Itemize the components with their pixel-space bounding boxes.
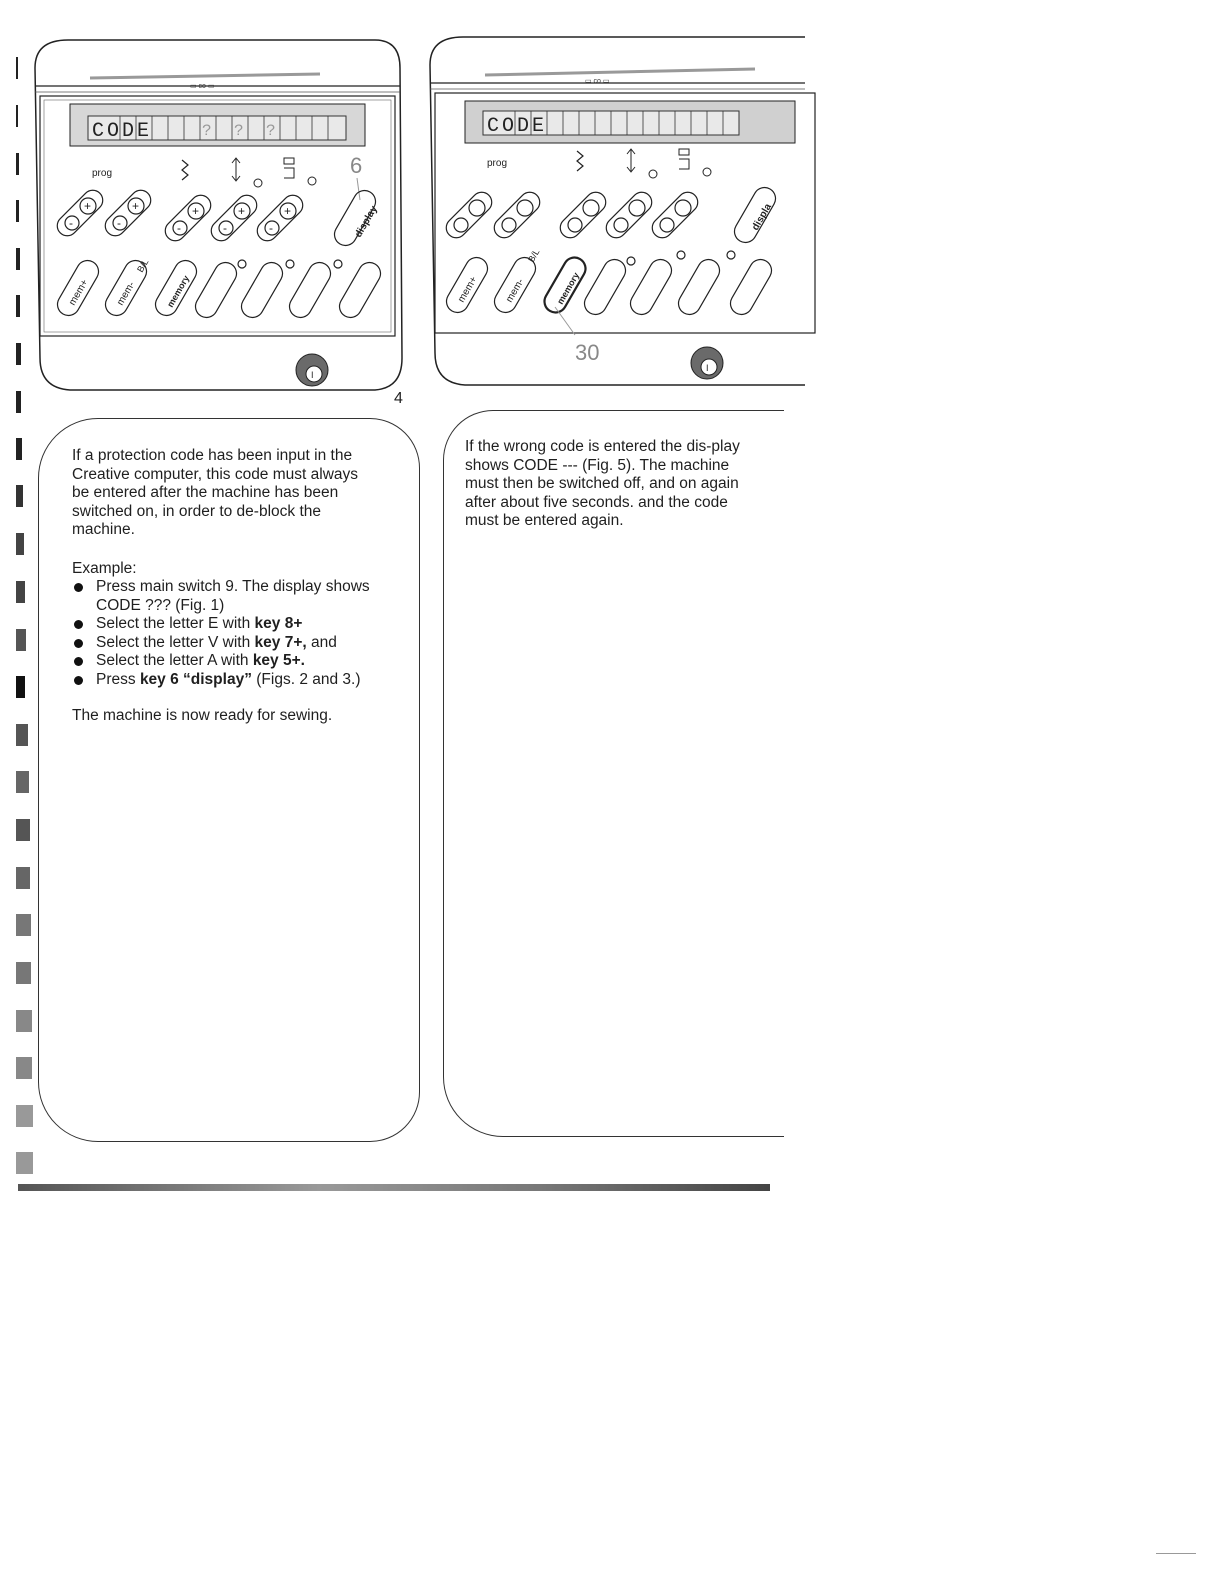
svg-text:?: ?	[202, 122, 212, 140]
svg-text:▭ co ▭: ▭ co ▭	[190, 83, 215, 90]
svg-text:-: -	[223, 221, 227, 235]
svg-text:+: +	[132, 199, 140, 213]
bl-label-right: B/L	[526, 247, 542, 264]
instructions-left	[72, 447, 372, 726]
svg-text:I: I	[311, 370, 314, 380]
memory-key-label-right: memory	[555, 270, 582, 306]
mem-minus-label-right: mem-	[504, 276, 527, 305]
step-item: Press main switch 9. The display shows CODE ??? (Fig. 1)	[72, 578, 372, 615]
lcd-text-right: CODE	[487, 115, 548, 138]
mem-plus-label: mem+	[67, 277, 91, 308]
step-item: Select the letter E with key 8+	[72, 615, 372, 634]
right-paragraph: If the wrong code is entered the dis-play shows CODE --- (Fig. 5). The machine must then be switched off, and on again after about five seconds. and the code must be entered again.	[465, 438, 740, 529]
control-panel-figure-left	[30, 38, 410, 398]
step-item: Select the letter V with key 7+, and	[72, 634, 372, 653]
memory-key-label: memory	[165, 273, 192, 309]
closing-paragraph: The machine is now ready for sewing.	[72, 707, 333, 724]
step-item: Select the letter A with key 5+.	[72, 652, 372, 671]
mem-plus-label-right: mem+	[456, 274, 480, 305]
svg-text:▭ co ▭: ▭ co ▭	[585, 78, 610, 85]
svg-text:+: +	[192, 204, 200, 218]
display-key-label: display	[353, 204, 380, 240]
bl-label: B/L	[135, 257, 151, 274]
prog-label: prog	[92, 168, 113, 179]
svg-text:I: I	[706, 363, 709, 373]
svg-text:+: +	[284, 204, 292, 218]
callout-30: 30	[575, 340, 600, 365]
control-panel-figure-right	[425, 35, 775, 390]
lcd-text: CODE	[92, 120, 153, 143]
bottom-rule	[18, 1184, 770, 1191]
svg-text:+: +	[84, 199, 92, 213]
svg-text:-: -	[177, 221, 181, 235]
svg-text:+: +	[238, 204, 246, 218]
svg-text:?: ?	[234, 122, 244, 140]
svg-text:?: ?	[266, 122, 276, 140]
mem-minus-label: mem-	[115, 279, 138, 308]
svg-text:-: -	[269, 221, 273, 235]
callout-6: 6	[350, 153, 363, 178]
instructions-right	[465, 438, 760, 531]
prog-label-right: prog	[487, 158, 508, 169]
svg-text:-: -	[69, 216, 73, 230]
example-label: Example:	[72, 559, 137, 577]
intro-paragraph: If a protection code has been input in the Creative computer, this code must always be entered after the machine has been switched on, in order to de-block the machine.	[72, 447, 359, 538]
figure-number: 4	[394, 390, 403, 407]
step-item: Press key 6 “display” (Figs. 2 and 3.)	[72, 671, 372, 690]
svg-text:-: -	[117, 216, 121, 230]
steps-list	[72, 578, 372, 689]
display-key-label-right: displa	[750, 201, 775, 233]
corner-mark	[1156, 1553, 1196, 1554]
